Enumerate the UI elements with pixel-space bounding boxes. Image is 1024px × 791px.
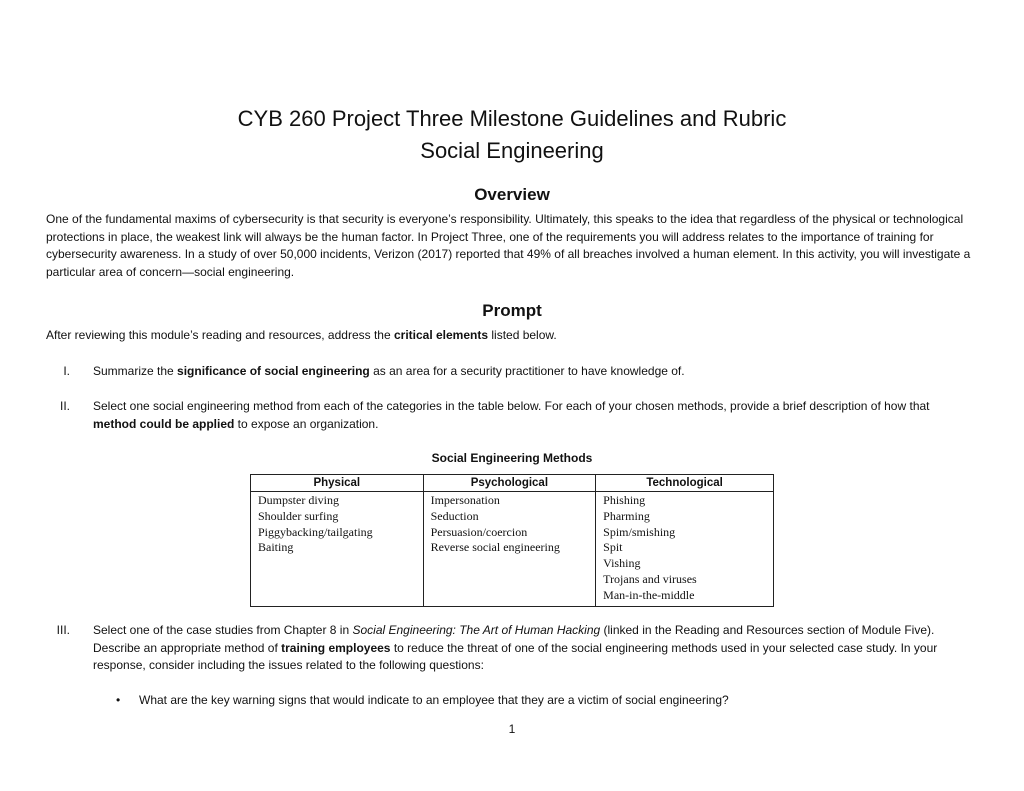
method-item: Seduction	[430, 508, 479, 523]
item-text	[93, 363, 973, 381]
item-text-mid: (linked in the Reading and Resources section of Module Five). Describe an appropriate method of	[93, 623, 935, 655]
column-header-psychological: Psychological	[423, 475, 596, 492]
bullet-icon: •	[116, 693, 121, 707]
method-item: Pharming	[603, 508, 650, 523]
psychological-methods-cell	[423, 492, 596, 607]
item-text-post: to expose an organization.	[234, 416, 379, 431]
book-title: Social Engineering: The Art of Human Hacking	[352, 623, 601, 637]
item-number: II.	[59, 399, 70, 413]
item-text-bold: method could be applied	[93, 416, 235, 431]
prompt-intro-text: After reviewing this module’s reading and resources, address the	[46, 328, 394, 342]
item-text-pre: Select one of the case studies from Chapter 8 in	[93, 623, 353, 637]
method-item: Baiting	[258, 540, 294, 555]
method-item: Dumpster diving	[258, 493, 339, 507]
document-title: CYB 260 Project Three Milestone Guidelines and Rubric	[237, 106, 787, 131]
method-item: Spit	[603, 540, 623, 555]
item-text-pre: Select one social engineering method from each of the categories in the table below. For each of your chosen methods, provide a brief description of how that	[93, 399, 930, 413]
item-text-post: to reduce the threat of one of the social engineering methods used in your selected case study. In your response, consider including the issues related to the following questions:	[93, 640, 938, 672]
column-header-technological: Technological	[596, 475, 774, 492]
table-caption: Social Engineering Methods	[431, 451, 593, 465]
column-header-physical: Physical	[251, 475, 424, 492]
method-item: Reverse social engineering	[430, 540, 560, 555]
item-text-pre: Summarize the	[93, 364, 178, 378]
prompt-intro-bold: critical elements	[393, 328, 489, 342]
item-number: III.	[56, 623, 70, 637]
prompt-heading: Prompt	[482, 301, 542, 320]
item-number: I.	[63, 364, 70, 378]
item-text	[93, 398, 973, 433]
item-text-bold: training employees	[281, 640, 391, 655]
bullet-text: What are the key warning signs that would indicate to an employee that they are a victim of social engineering?	[139, 693, 729, 707]
method-item: Spim/smishing	[603, 524, 676, 539]
page-number: 1	[508, 722, 516, 736]
method-item: Persuasion/coercion	[430, 524, 528, 539]
physical-methods-cell	[251, 492, 424, 607]
item-text-post: as an area for a security practitioner to have knowledge of.	[369, 364, 685, 378]
prompt-intro	[46, 327, 976, 345]
method-item: Vishing	[603, 556, 641, 571]
method-item: Piggybacking/tailgating	[258, 524, 373, 539]
methods-table	[250, 474, 774, 607]
overview-paragraph: One of the fundamental maxims of cybersecurity is that security is everyone’s responsibility. Ultimately, this speaks to the idea that regardless of the physical or technological protections in place, the weakest link will always be the human factor. In Project Three, one of the requirements you will address relates to the importance of training for cybersecurity awareness. In a study of over 50,000 incidents, Verizon (2017) reported that 49% of all breaches involved a human element. In this activity, you will investigate a particular area of concern—social engineering.	[46, 212, 971, 279]
item-text-bold: significance of social engineering	[177, 364, 370, 378]
method-item: Shoulder surfing	[258, 508, 339, 523]
document-subtitle: Social Engineering	[420, 138, 604, 163]
method-item: Impersonation	[430, 493, 500, 507]
method-item: Trojans and viruses	[603, 571, 697, 586]
overview-heading: Overview	[474, 185, 550, 204]
prompt-intro-tail: listed below.	[488, 328, 557, 342]
item-text	[93, 622, 973, 675]
method-item: Man-in-the-middle	[603, 587, 695, 602]
technological-methods-cell	[596, 492, 774, 607]
method-item: Phishing	[603, 493, 646, 507]
